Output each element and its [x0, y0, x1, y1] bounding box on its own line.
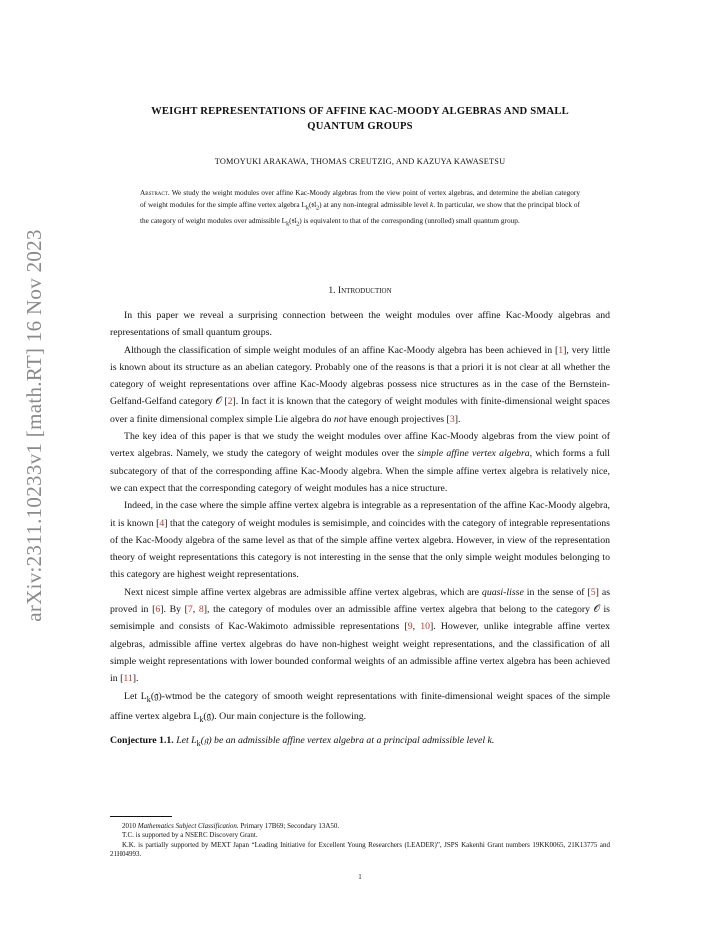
arxiv-identifier-stamp [20, 210, 48, 640]
section-heading [110, 285, 610, 296]
author-list: TOMOYUKI ARAKAWA, THOMAS CREUTZIG, AND KAZUYA KAWASETSU [214, 157, 506, 166]
page-number: 1 [358, 873, 362, 881]
paragraph-3: The key idea of this paper is that we study the weight modules over affine Kac-Moody algebras from the view point of vertex algebras. Namely, we study the category of weight modules over the simple affine vertex algebra, which forms a full subcategory of that of the corresponding affine Kac-Moody algebra. When the simple affine vertex algebra is relatively nice, we can expect that the corresponding category of weight modules has a nice structure. [110, 431, 610, 494]
citation-link[interactable]: 8 [198, 604, 204, 616]
citation-link[interactable]: 5 [590, 586, 596, 598]
footnote-divider [110, 816, 172, 817]
footnote-funding-kk: K.K. is partially supported by MEXT Japan “Leading Initiative for Excellent Young Researchers (LEADER)”, JSPS Kakenhi Grant numbers 19KK0065, 21K13775 and 21H04993. [110, 840, 610, 859]
citation-link[interactable]: 7 [187, 604, 193, 616]
footnotes [110, 822, 610, 860]
paragraph-2: Although the classification of simple weight modules of an affine Kac-Moody algebra has been achieved in [1], very little is known about its structure as an abelian category. Probably one of the reasons is that a priori it is not clear at all whether the category of weight representations over affine Kac-Moody algebras possess nice structures as in the case of the Bernstein-Gelfand-Gelfand category 𝒪 [2]. In fact it is known that the category of weight modules with finite-dimensional weight spaces over a finite dimensional complex simple Lie algebra do not have enough projectives [3]. [110, 344, 610, 425]
paragraph-5: Next nicest simple affine vertex algebras are admissible affine vertex algebras, which are quasi-lisse in the sense of [5] as proved in [6]. By [7, 8], the category of modules over an admissible affine vertex algebra that belong to the category 𝒪 is semisimple and consists of Kac-Wakimoto admissible representations [9, 10]. However, unlike integrable affine vertex algebras, admissible affine vertex algebras do have non-highest weight weight representations, and the classification of all simple weight representations with lower bounded conformal weights of an admissible affine vertex algebra has been achieved in [11]. [110, 586, 611, 685]
citation-link[interactable]: 3 [449, 413, 455, 425]
abstract: Abstract. We study the weight modules over affine Kac-Moody algebras from the view point of vertex algebras, and determine the abelian category of weight modules for the simple affine vertex algebra $L_k(𝔰𝔩_2)$ at any non-integral admissible level k. In particular, we show that the principal block of the category of weight modules over admissible $L_k(𝔰𝔩_2)$ is equivalent to that of the corresponding (unrolled) small quantum group. [140, 188, 580, 228]
arxiv-identifier-text: arXiv:2311.10233v1 [math.RT] 16 Nov 2023 [21, 228, 46, 622]
citation-link[interactable]: 1 [558, 344, 564, 356]
citation-link[interactable]: 11 [123, 673, 133, 685]
body-text [110, 307, 610, 752]
title-line-1: WEIGHT REPRESENTATIONS OF AFFINE KAC-MOODY ALGEBRAS AND SMALL [151, 106, 569, 117]
footnote-msc: 2010 Mathematics Subject Classification. Primary 17B69; Secondary 13A50. [122, 822, 340, 830]
paragraph-4: Indeed, in the case where the simple affine vertex algebra is integrable as a representation of the affine Kac-Moody algebra, it is known [4] that the category of weight modules is semisimple, and coincides with the category of integrable representations of the Kac-Moody algebra of the same level as that of the simple affine vertex algebra. However, in view of the representation theory of weight representations this category is not interesting in the sense that the only simple weight modules belonging to this category are highest weight representations. [110, 500, 610, 581]
paper-title [110, 104, 610, 134]
footnote-funding-tc: T.C. is supported by a NSERC Discovery Grant. [122, 831, 258, 840]
section-number: 1. [328, 285, 336, 296]
paragraph-1: In this paper we reveal a surprising connection between the weight modules over affine Kac-Moody algebras and representations of small quantum groups. [110, 310, 610, 339]
conjecture-label: Conjecture 1.1. [110, 735, 174, 747]
citation-link[interactable]: 4 [159, 517, 165, 529]
citation-link[interactable]: 6 [155, 604, 161, 616]
section-title: Introduction [337, 285, 392, 296]
conjecture-1-1: Conjecture 1.1. Let $L_k(𝔤)$ be an admissible affine vertex algebra at a principal admissible level k. [110, 735, 495, 748]
citation-link[interactable]: 9 [407, 621, 413, 633]
citation-link[interactable]: 2 [227, 396, 233, 408]
title-line-2: QUANTUM GROUPS [307, 121, 413, 132]
citation-link[interactable]: 10 [420, 621, 431, 633]
paragraph-6: Let $L_k(𝔤)$-wtmod be the category of smooth weight representations with finite-dimensional weight spaces of the simple affine vertex algebra $L_k(𝔤)$. Our main conjecture is the following. [110, 690, 610, 724]
abstract-label: Abstract. [140, 188, 170, 197]
